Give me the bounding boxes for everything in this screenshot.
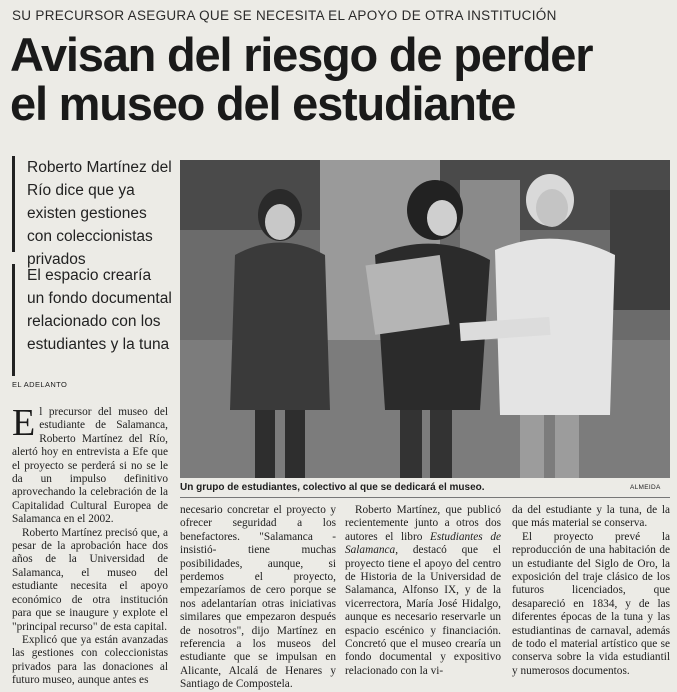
photo [180,160,670,478]
paragraph-text: , destacó que el proyecto tiene el apoyo del centro de Historia de la Universidad de Salamanca, Alfonso IX, y de la vicerrectora, María José Hidalgo, aunque es necesario reservarle un espacio escénico y financiación. Concretó que el museo crearía un fondo documental y expositivo relacionado con la vi- [345,544,501,677]
body-column-4 [512,504,670,676]
sidebar-quote-1: Roberto Martínez del Río dice que ya existen gestiones con coleccionistas privados [12,156,172,252]
paragraph: necesario concretar el proyecto y ofrecer seguridad a los benefactores. "Salamanca -insistió- tiene muchas posibilidades, aunque, si perdemos el proyecto, empezaríamos de cero porque se nos adelantarían otras iniciativas similares que empezaron después de nosotros", dijo Martínez en referencia a los museos del estudiante que se impulsan en Alicante, Alcalá de Henares y Santiago de Compostela. [180,504,336,691]
paragraph-text: l precursor del museo del estudiante de Salamanca, Roberto Martínez del Río, alertó hoy en entrevista a Efe que el proyecto se perderá si no se le da un impulso definitivo aprovechando la celebración de la Capitalidad Cultural Europea de Salamanca en el 2002. [12,406,168,526]
paragraph [345,504,501,678]
caption-rule [180,497,670,498]
sidebar-quote-2: El espacio crearía un fondo documental relacionado con los estudiantes y la tuna [12,264,172,376]
headline-line-1: Avisan del riesgo de perder [10,28,593,81]
paragraph: da del estudiante y la tuna, de la que más material se conserva. [512,504,670,530]
photo-illustration [180,160,670,478]
photo-caption: Un grupo de estudiantes, colectivo al que se dedicará el museo. [180,482,485,493]
paragraph-text: Roberto Martínez, que publicó recientemente junto a otros dos autores el libro [345,504,501,543]
headline [10,30,675,128]
headline-line-2: el museo del estudiante [10,77,516,130]
body-column-2 [180,504,336,691]
source-credit: EL ADELANTO [12,380,68,389]
drop-cap: E [12,402,36,444]
paragraph: El proyecto prevé la reproducción de una habitación de un estudiante del Siglo de Oro, la exposición del traje clásico de los futuros licenciados, que desapareció en 1834, y de las diferentes épocas de la tuna y las estudiantinas de carnaval, además de todo el material artístico que se conserva sobre la vida estudiantil y numerosos documentos. [512,530,670,677]
body-column-3 [345,504,501,676]
photo-credit: ALMEIDA [630,484,661,491]
kicker: SU PRECURSOR ASEGURA QUE SE NECESITA EL APOYO DE OTRA INSTITUCIÓN [12,8,557,23]
paragraph [12,402,168,527]
body-column-1 [12,402,168,687]
paragraph: Explicó que ya están avanzadas las gestiones con coleccionistas privados para las donaciones al futuro museo, aunque antes es [12,633,168,687]
paragraph: Roberto Martínez precisó que, a pesar de la aprobación hace dos años de la Universidad de Salamanca, el museo del estudiante necesita el apoyo económico de otra institución para que se inaugure y explote el "principal recurso" de esta capital. [12,526,168,633]
book-title: Estudiantes de Salamanca [345,530,501,557]
